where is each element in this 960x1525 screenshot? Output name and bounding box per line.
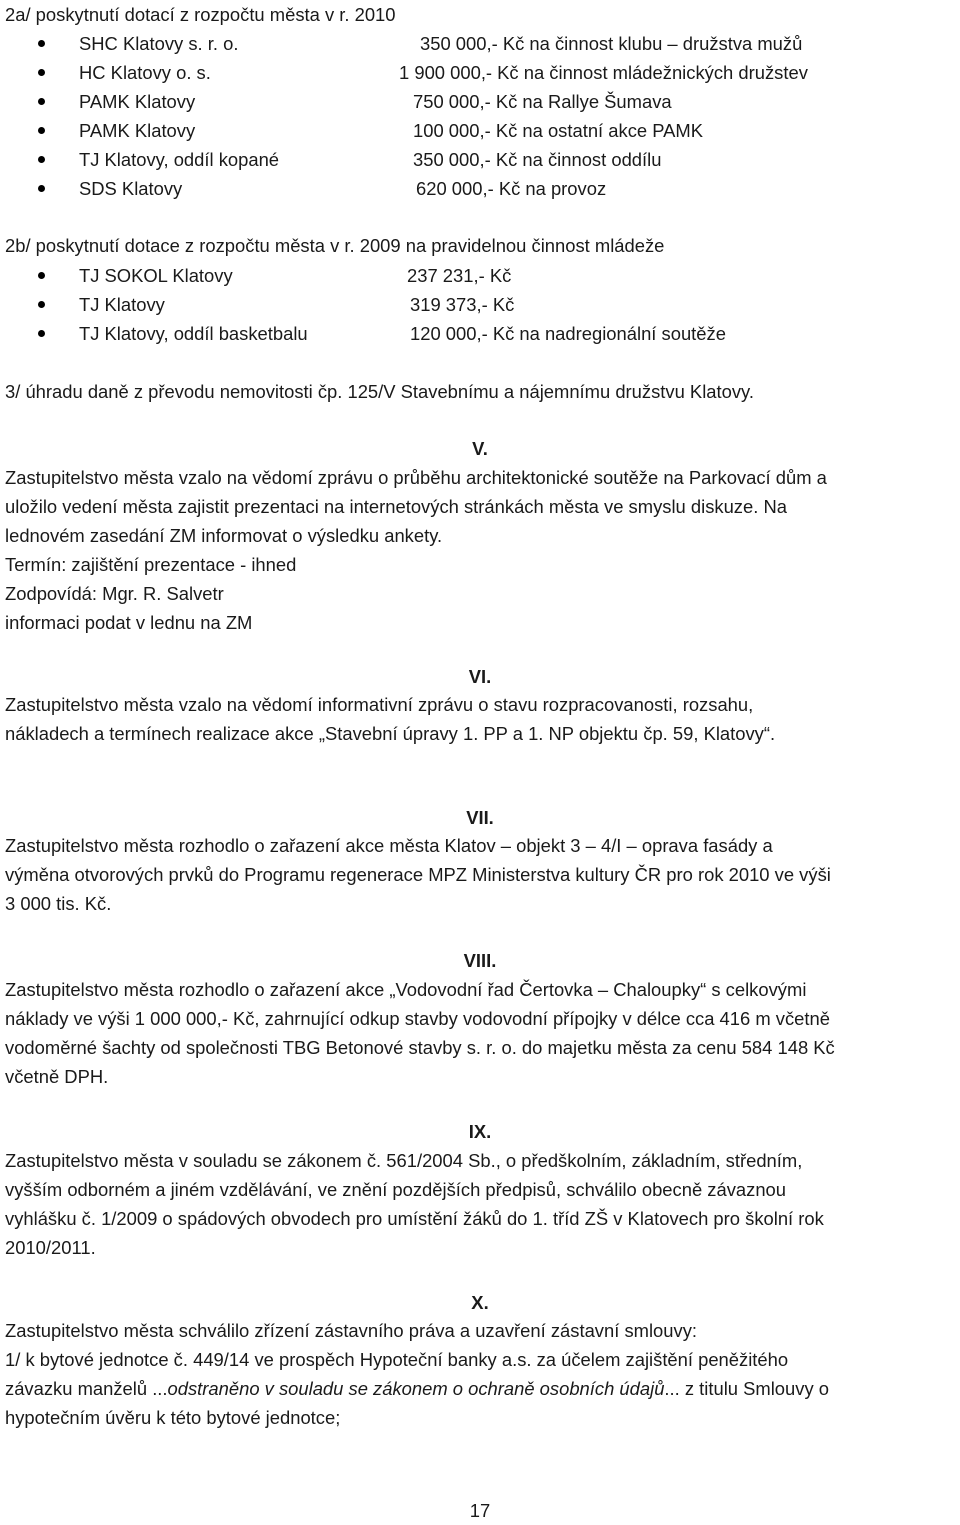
bullet-icon <box>38 127 45 134</box>
paragraph-line: Zastupitelstvo města v souladu se zákonem č. 561/2004 Sb., o předškolním, základním, středním, <box>5 1150 803 1171</box>
bullet-icon <box>38 156 45 163</box>
list-item-name: TJ Klatovy, oddíl kopané <box>79 149 280 170</box>
paragraph-line: 3 000 tis. Kč. <box>5 893 112 914</box>
section-heading-vi: VI. <box>468 666 492 687</box>
paragraph-line: informaci podat v lednu na ZM <box>5 612 253 633</box>
section-heading-v: V. <box>472 438 488 459</box>
bullet-icon <box>38 98 45 105</box>
list-item-name: TJ SOKOL Klatovy <box>79 265 233 286</box>
list-item <box>0 87 960 116</box>
paragraph-line: Zastupitelstvo města vzalo na vědomí informativní zprávu o stavu rozpracovanosti, rozsahu, <box>5 694 754 715</box>
paragraph-line: včetně DPH. <box>5 1066 109 1087</box>
bullet-icon <box>38 185 45 192</box>
section-vi-body <box>5 690 957 748</box>
list-item <box>0 261 960 290</box>
section-3-text: 3/ úhradu daně z převodu nemovitosti čp. 125/V Stavebnímu a nájemnímu družstvu Klatovy. <box>5 381 754 402</box>
list-item <box>0 145 960 174</box>
list-item <box>0 116 960 145</box>
paragraph-line: Zastupitelstvo města vzalo na vědomí zprávu o průběhu architektonické soutěže na Parkovací dům a <box>5 467 827 488</box>
section-2b-heading: 2b/ poskytnutí dotace z rozpočtu města v r. 2009 na pravidelnou činnost mládeže <box>5 235 665 256</box>
list-item-amount: 620 000,- Kč na provoz <box>416 178 607 199</box>
list-item <box>0 319 960 348</box>
list-item-name: TJ Klatovy <box>79 294 165 315</box>
list-item-amount: 350 000,- Kč na činnost oddílu <box>413 149 662 170</box>
list-item-amount: 350 000,- Kč na činnost klubu – družstva mužů <box>420 33 803 54</box>
paragraph-line: vyhlášku č. 1/2009 o spádových obvodech pro umístění žáků do 1. tříd ZŠ v Klatovech pro školní rok <box>5 1208 824 1229</box>
paragraph-line: výměna otvorových prvků do Programu regenerace MPZ Ministerstva kultury ČR pro rok 2010 ve výši <box>5 864 831 885</box>
section-heading-x: X. <box>471 1292 489 1313</box>
text-segment: ... z titulu Smlouvy o <box>664 1378 829 1399</box>
redacted-note: odstraněno v souladu se zákonem o ochraně osobních údajů <box>167 1378 665 1399</box>
section-ix-body <box>5 1146 957 1262</box>
page-number: 17 <box>469 1500 491 1521</box>
section-vii-body <box>5 831 957 918</box>
section-heading-ix: IX. <box>468 1121 492 1142</box>
list-item-amount: 237 231,- Kč <box>407 265 512 286</box>
paragraph-line: Zastupitelstvo města schválilo zřízení zástavního práva a uzavření zástavní smlouvy: <box>5 1320 698 1341</box>
list-item-amount: 120 000,- Kč na nadregionální soutěže <box>410 323 726 344</box>
bullet-icon <box>38 330 45 337</box>
section-viii-body <box>5 975 957 1091</box>
list-item-amount: 750 000,- Kč na Rallye Šumava <box>413 91 672 112</box>
paragraph-line: hypotečním úvěru k této bytové jednotce; <box>5 1407 341 1428</box>
section-heading-viii: VIII. <box>463 950 497 971</box>
paragraph-line <box>5 1374 957 1403</box>
bullet-icon <box>38 301 45 308</box>
list-item-name: SDS Klatovy <box>79 178 183 199</box>
bullet-icon <box>38 272 45 279</box>
list-item <box>0 174 960 203</box>
list-item-amount: 100 000,- Kč na ostatní akce PAMK <box>413 120 703 141</box>
list-item <box>0 58 960 87</box>
list-item-name: PAMK Klatovy <box>79 91 196 112</box>
section-2a-heading: 2a/ poskytnutí dotací z rozpočtu města v r. 2010 <box>5 4 396 25</box>
paragraph-line: Zastupitelstvo města rozhodlo o zařazení akce města Klatov – objekt 3 – 4/I – oprava fasády a <box>5 835 773 856</box>
paragraph-line: uložilo vedení města zajistit prezentaci na internetových stránkách města ve smyslu diskuze. Na <box>5 496 787 517</box>
paragraph-line: Termín: zajištění prezentace - ihned <box>5 554 297 575</box>
paragraph-line: vodoměrné šachty od společnosti TBG Betonové stavby s. r. o. do majetku města za cenu 584 148 Kč <box>5 1037 835 1058</box>
list-item-name: PAMK Klatovy <box>79 120 196 141</box>
paragraph-line: lednovém zasedání ZM informovat o výsledku ankety. <box>5 525 443 546</box>
paragraph-line: 1/ k bytové jednotce č. 449/14 ve prospěch Hypoteční banky a.s. za účelem zajištění peněžitého <box>5 1349 789 1370</box>
section-x-body <box>5 1316 957 1432</box>
list-item <box>0 29 960 58</box>
list-item-name: SHC Klatovy s. r. o. <box>79 33 239 54</box>
list-item-amount: 319 373,- Kč <box>410 294 515 315</box>
paragraph-line: 2010/2011. <box>5 1237 96 1258</box>
section-v-body <box>5 463 957 637</box>
paragraph-line: Zastupitelstvo města rozhodlo o zařazení akce „Vodovodní řad Čertovka – Chaloupky“ s celkovými <box>5 979 807 1000</box>
bullet-icon <box>38 40 45 47</box>
section-heading-vii: VII. <box>466 807 494 828</box>
bullet-icon <box>38 69 45 76</box>
list-item-amount: 1 900 000,- Kč na činnost mládežnických družstev <box>399 62 808 83</box>
paragraph-line: náklady ve výši 1 000 000,- Kč, zahrnující odkup stavby vodovodní přípojky v délce cca 416 m včetně <box>5 1008 830 1029</box>
paragraph-line: vyšším odborném a jiném vzdělávání, ve znění pozdějších předpisů, schválilo obecně závaznou <box>5 1179 787 1200</box>
list-item-name: TJ Klatovy, oddíl basketbalu <box>79 323 308 344</box>
text-segment: závazku manželů ... <box>5 1378 168 1399</box>
paragraph-line: nákladech a termínech realizace akce „Stavební úpravy 1. PP a 1. NP objektu čp. 59, Klatovy“. <box>5 723 776 744</box>
list-item-name: HC Klatovy o. s. <box>79 62 211 83</box>
paragraph-line: Zodpovídá: Mgr. R. Salvetr <box>5 583 224 604</box>
list-item <box>0 290 960 319</box>
